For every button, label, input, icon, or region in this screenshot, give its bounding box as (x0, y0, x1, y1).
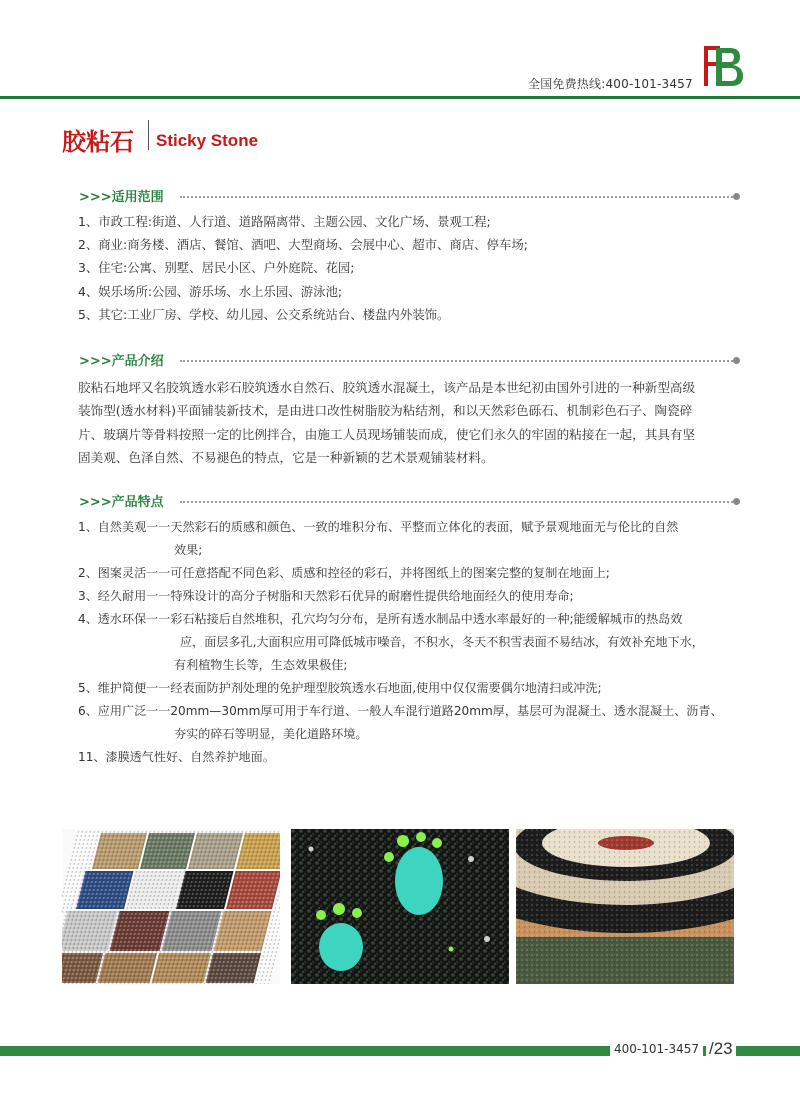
title-divider (148, 120, 149, 150)
feature-line: 6、应用广泛一一20mm—30mm厚可用于车行道、一般人车混行道路20mm厚，基层可为混凝土、透水混凝土、沥青、 (78, 704, 723, 718)
section-heading-features: >>>产品特点 (79, 495, 164, 510)
section-heading-application: >>>适用范围 (79, 190, 164, 205)
feature-line: 4、透水环保一一彩石粘接后自然堆积，孔穴均匀分布，是所有透水制品中透水率最好的一种;能缓解城市的热岛效 (78, 612, 683, 626)
feature-line: 2、图案灵活一一可任意搭配不同色彩、质感和控径的彩石，并将图纸上的图案完整的复制在地面上; (78, 566, 610, 580)
glow-footprint-photo (291, 829, 509, 984)
intro-paragraph (78, 376, 738, 470)
feature-line: 效果; (174, 543, 203, 557)
page-number: /23 (706, 1039, 736, 1059)
header-divider (0, 96, 800, 99)
list-item: 2、商业:商务楼、酒店、餐馆、酒吧、大型商场、会展中心、超市、商店、停车场; (78, 237, 528, 253)
feature-line: 3、经久耐用一一特殊设计的高分子树脂和天然彩石优异的耐磨性提供给地面经久的使用寿命; (78, 589, 574, 603)
section-divider-dot (733, 498, 740, 505)
intro-line: 固美观、色泽自然、不易褪色的特点，它是一种新颖的艺术景观铺装材料。 (78, 450, 494, 466)
footer-phone: 400-101-3457 (610, 1042, 703, 1056)
section-heading-intro: >>>产品介绍 (79, 354, 164, 369)
sample-tiles-photo (62, 829, 280, 984)
section-divider-dot (733, 357, 740, 364)
feature-line: 5、维护简便一一经表面防护剂处理的免护理型胶筑透水石地面,使用中仅仅需要偶尔地清扫或冲洗; (78, 681, 602, 695)
intro-line: 胶粘石地坪又名胶筑透水彩石胶筑透水自然石、胶筑透水混凝土，该产品是本世纪初由国外引进的一种新型高级 (78, 380, 696, 395)
list-item: 5、其它:工业厂房、学校、幼儿园、公交系统站台、楼盘内外装饰。 (78, 306, 450, 322)
section-divider (180, 196, 733, 198)
list-item: 3、住宅:公寓、别墅、居民小区、户外庭院、花园; (78, 260, 355, 276)
feature-line: 11、漆膜透气性好、自然养护地面。 (78, 750, 275, 764)
brand-logo (700, 40, 748, 90)
hotline-text: 全国免费热线:400-101-3457 (528, 77, 693, 91)
section-divider-dot (733, 193, 740, 200)
feature-line: 夯实的碎石等明显，美化道路环境。 (174, 727, 368, 741)
list-item: 1、市政工程:街道、人行道、道路隔离带、主题公园、文化广场、景观工程; (78, 214, 491, 229)
feature-line: 1、自然美观一一天然彩石的质感和颜色、一致的堆积分布、平整而立体化的表面，赋予景观地面无与伦比的自然 (78, 520, 679, 534)
list-item: 4、娱乐场所:公园、游乐场、水上乐园、游泳池; (78, 283, 343, 299)
feature-line: 应，面层多孔,大面积应用可降低城市噪音，不积水，冬天不积雪表面不易结冰，有效补充地下水， (180, 635, 704, 649)
intro-line: 片、玻璃片等骨料按照一定的比例拌合，由施工人员现场铺装而成，使它们永久的牢固的粘接在一起，其具有坚 (78, 426, 696, 442)
page-title-en: Sticky Stone (156, 131, 259, 150)
page-title-cn: 胶粘石 (62, 128, 134, 156)
intro-line: 装饰型(透水材料)平面铺装新技术，是由进口改性树脂胶为粘结剂，和以天然彩色砾石、机制彩色石子、陶瓷碎 (78, 403, 693, 419)
section-divider (180, 360, 733, 362)
feature-line: 有利植物生长等，生态效果极佳; (174, 658, 348, 672)
ring-pattern-photo (516, 829, 734, 984)
section-divider (180, 501, 733, 503)
application-list (78, 210, 528, 326)
